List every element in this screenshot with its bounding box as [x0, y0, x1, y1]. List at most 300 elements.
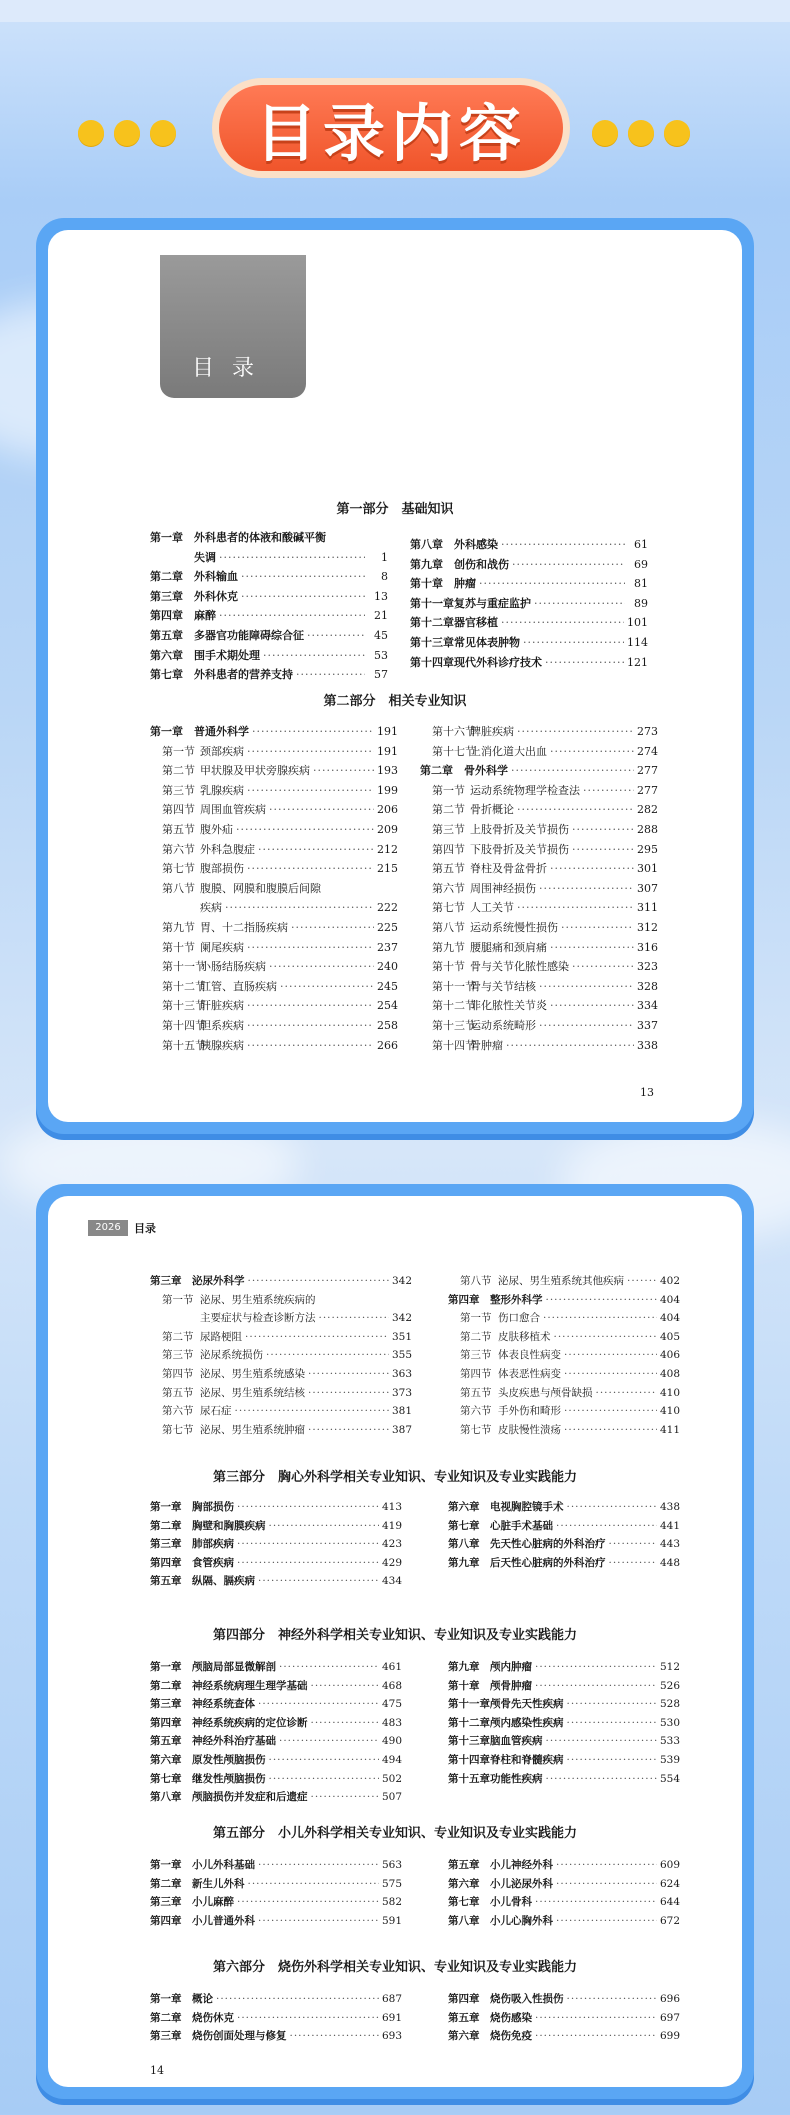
chapter-number: 第二章 — [150, 1519, 182, 1532]
chapter-number: 第十章 — [448, 1679, 480, 1692]
chapter-number: 第八章 — [410, 538, 443, 551]
part-title: 第三部分 胸心外科学相关专业知识、专业知识及专业实践能力 — [212, 1470, 577, 1485]
dot-leader — [564, 1365, 657, 1384]
entry-title: 尿路梗阻 — [200, 1330, 242, 1343]
entry-title: 颅内感染性疾病 — [490, 1716, 564, 1729]
entry-page: 644 — [659, 1896, 680, 1909]
entry-title: 颅骨先天性疾病 — [490, 1698, 564, 1711]
dot-leader — [517, 898, 634, 918]
entry-title: 颅骨肿瘤 — [490, 1679, 532, 1692]
toc-column — [150, 722, 398, 1055]
dot-leader — [307, 626, 365, 646]
dot-leader — [296, 665, 365, 685]
entry-page: 387 — [391, 1423, 412, 1436]
toc-column — [150, 1498, 402, 1591]
toc-entry — [448, 1732, 680, 1751]
section-number: 第三节 — [162, 1349, 194, 1362]
dot-leader — [241, 587, 365, 607]
chapter-number: 第一章 — [150, 1501, 182, 1513]
section-number: 第八节 — [460, 1275, 492, 1287]
dot-leader — [567, 1990, 657, 2009]
toc-entry — [448, 1291, 680, 1310]
dot-leader — [266, 1346, 389, 1365]
chapter-number: 第四章 — [448, 1993, 480, 2005]
entry-title: 主要症状与检查诊断方法 — [200, 1312, 316, 1325]
entry-page: 423 — [381, 1538, 402, 1551]
section-number: 第十六节 — [432, 725, 476, 738]
entry-title: 颅内肿瘤 — [490, 1661, 532, 1673]
entry-page: 554 — [659, 1772, 680, 1785]
toc-entry — [150, 1572, 402, 1591]
entry-page: 373 — [391, 1386, 412, 1399]
section-number: 第十三节 — [432, 1018, 476, 1032]
entry-page: 434 — [381, 1575, 402, 1588]
entry-page: 697 — [659, 2011, 680, 2024]
toc-entry — [150, 1770, 402, 1789]
section-number: 第二节 — [162, 764, 195, 778]
dot-leader — [248, 1875, 379, 1894]
toc-entry — [150, 1402, 412, 1421]
entry-title: 腹外疝 — [200, 822, 233, 836]
chapter-number: 第三章 — [150, 1896, 182, 1909]
page-number: 14 — [150, 2064, 164, 2077]
dot-leader — [247, 859, 374, 879]
entry-title: 脊柱和脊髓疾病 — [490, 1753, 564, 1766]
dot-leader — [567, 1498, 657, 1517]
toc-column — [448, 1990, 680, 2046]
entry-title: 骨折概论 — [470, 803, 514, 817]
entry-title: 骨与关节结核 — [470, 979, 536, 993]
chapter-number: 第八章 — [150, 1791, 182, 1804]
dot-leader — [319, 1309, 389, 1328]
chapter-number: 第十一章 — [448, 1698, 490, 1711]
entry-title: 先天性心脏病的外科治疗 — [490, 1538, 606, 1551]
entry-page: 494 — [381, 1753, 402, 1766]
chapter-number: 第五章 — [150, 1575, 182, 1588]
toc-column — [448, 1856, 680, 1930]
entry-page: 288 — [637, 822, 658, 836]
chapter-number: 第四章 — [150, 1914, 182, 1927]
entry-title: 泌尿、男生殖系统其他疾病 — [498, 1275, 624, 1287]
chapter-number: 第五章 — [150, 1735, 182, 1748]
entry-page: 355 — [391, 1349, 412, 1362]
entry-title: 功能性疾病 — [490, 1772, 543, 1785]
toc-entry — [150, 1016, 398, 1036]
entry-page: 225 — [377, 920, 398, 934]
entry-page: 448 — [659, 1556, 680, 1569]
section-number: 第十一节 — [162, 960, 206, 974]
entry-page: 311 — [637, 901, 658, 915]
toc-tab — [160, 255, 306, 398]
section-number: 第五节 — [162, 1386, 194, 1399]
entry-title: 脑血管疾病 — [490, 1735, 543, 1748]
entry-page: 539 — [659, 1753, 680, 1766]
toc-page-13-frame — [36, 218, 754, 1134]
chapter-number: 第一章 — [150, 1993, 182, 2005]
toc-entry — [150, 1498, 402, 1517]
dot-leader — [269, 800, 374, 820]
section-number: 第四节 — [162, 1367, 194, 1380]
toc-entry — [410, 555, 648, 575]
toc-entry — [448, 1365, 680, 1384]
chapter-number: 第三章 — [150, 2030, 182, 2043]
dot-leader — [248, 1272, 389, 1291]
toc-column — [448, 1272, 680, 1439]
chapter-number: 第一章 — [150, 725, 183, 738]
entry-page: 328 — [637, 979, 658, 993]
entry-title: 骨外科学 — [464, 764, 508, 778]
entry-page: 273 — [637, 725, 658, 738]
dot-leader — [535, 2009, 657, 2028]
entry-title: 常见体表肿物 — [454, 635, 520, 649]
toc-column — [420, 722, 658, 1055]
section-number: 第十节 — [162, 940, 195, 954]
chapter-number: 第六章 — [448, 2030, 480, 2043]
toc-entry — [150, 587, 388, 607]
entry-page: 53 — [374, 648, 388, 662]
dot-leader — [546, 1291, 657, 1310]
dot-leader — [517, 722, 634, 742]
entry-page: 363 — [391, 1367, 412, 1380]
dot-leader — [269, 1517, 379, 1536]
chapter-number: 第一章 — [150, 1859, 182, 1871]
part-title: 第一部分 基础知识 — [336, 502, 454, 517]
entry-page: 81 — [634, 577, 648, 591]
dot-leader — [609, 1535, 657, 1554]
dot-leader — [609, 1554, 657, 1573]
toc-entry — [150, 859, 398, 879]
dot-leader — [535, 1658, 657, 1677]
entry-title: 围手术期处理 — [194, 648, 260, 662]
entry-title: 肛管、直肠疾病 — [200, 979, 277, 993]
dot-leader — [241, 567, 365, 587]
entry-title: 肿瘤 — [454, 577, 476, 591]
section-number: 第一节 — [432, 783, 465, 797]
toc-entry — [448, 1346, 680, 1365]
entry-title: 烧伤免疫 — [490, 2030, 532, 2043]
entry-title: 肝脏疾病 — [200, 999, 244, 1013]
entry-title: 泌尿、男生殖系统感染 — [200, 1367, 305, 1380]
entry-page: 323 — [637, 960, 658, 974]
toc-entry — [150, 1328, 412, 1347]
section-number: 第六节 — [162, 842, 195, 856]
toc-entry — [448, 1498, 680, 1517]
entry-page: 672 — [659, 1914, 680, 1927]
dot-leader — [511, 761, 634, 781]
toc-entry — [420, 820, 658, 840]
toc-entry — [448, 1912, 680, 1931]
dot-leader — [311, 1714, 379, 1733]
dot-leader — [219, 606, 365, 626]
entry-page: 89 — [634, 596, 648, 610]
chapter-number: 第六章 — [150, 1753, 182, 1766]
entry-page: 114 — [627, 635, 648, 649]
section-number: 第六节 — [460, 1405, 492, 1418]
entry-title: 多器官功能障碍综合征 — [194, 628, 304, 642]
toc-entry — [150, 1714, 402, 1733]
entry-title: 小儿心胸外科 — [490, 1914, 553, 1927]
entry-title: 腰腿痛和颈肩痛 — [470, 940, 547, 954]
toc-entry — [448, 1714, 680, 1733]
dot-leader — [596, 1384, 657, 1403]
dot-leader — [572, 820, 634, 840]
toc-entry — [150, 1346, 412, 1365]
toc-entry — [448, 1384, 680, 1403]
section-number: 第七节 — [162, 862, 195, 876]
entry-title: 烧伤休克 — [192, 2011, 234, 2024]
dot-leader — [556, 1875, 657, 1894]
entry-title: 食管疾病 — [192, 1556, 234, 1569]
dot-leader — [543, 1309, 657, 1328]
entry-page: 222 — [377, 901, 398, 915]
year-badge: 2026 — [88, 1220, 128, 1236]
chapter-number: 第七章 — [150, 668, 183, 682]
entry-page: 575 — [381, 1877, 402, 1890]
dot-leader — [216, 1990, 379, 2009]
entry-page: 215 — [377, 862, 398, 876]
toc-entry — [410, 594, 648, 614]
toc-entry — [150, 781, 398, 801]
decor-dots-left — [78, 120, 176, 146]
entry-page: 277 — [637, 783, 658, 797]
entry-title: 头皮疾患与颅骨缺损 — [498, 1386, 593, 1399]
chapter-number: 第八章 — [448, 1914, 480, 1927]
dot-leader — [258, 1695, 379, 1714]
section-number: 第五节 — [432, 862, 465, 876]
toc-entry — [150, 646, 388, 666]
toc-entry — [150, 1291, 412, 1310]
chapter-number: 第七章 — [150, 1772, 182, 1785]
chapter-number: 第四章 — [150, 1556, 182, 1569]
entry-page: 404 — [659, 1293, 680, 1306]
entry-title: 胰腺疾病 — [200, 1038, 244, 1052]
toc-entry — [420, 1016, 658, 1036]
entry-title: 普通外科学 — [194, 725, 249, 738]
dot-leader — [225, 898, 374, 918]
entry-page: 266 — [377, 1038, 398, 1052]
entry-title: 心脏手术基础 — [490, 1519, 553, 1532]
toc-entry — [150, 2009, 402, 2028]
entry-title: 伤口愈合 — [498, 1312, 540, 1325]
chapter-number — [150, 548, 194, 568]
toc-entry — [150, 800, 398, 820]
entry-page: 338 — [637, 1038, 658, 1052]
toc-entry — [150, 1658, 402, 1677]
chapter-number: 第九章 — [448, 1556, 480, 1569]
dot-leader — [572, 957, 634, 977]
entry-page: 307 — [637, 881, 658, 895]
entry-page: 693 — [381, 2030, 402, 2043]
dot-leader — [501, 535, 625, 555]
toc-entry — [150, 918, 398, 938]
entry-page: 609 — [659, 1859, 680, 1871]
toc-entry — [150, 1309, 412, 1328]
section-number: 第十二节 — [162, 979, 206, 993]
entry-title: 小肠结肠疾病 — [200, 960, 266, 974]
dot-leader — [550, 859, 634, 879]
toc-entry — [150, 1695, 402, 1714]
toc-entry — [420, 879, 658, 899]
entry-title: 甲状腺及甲状旁腺疾病 — [200, 764, 310, 778]
entry-page: 101 — [627, 616, 648, 630]
entry-page: 240 — [377, 960, 398, 974]
entry-title: 原发性颅脑损伤 — [192, 1753, 266, 1766]
toc-entry — [420, 938, 658, 958]
entry-page: 274 — [637, 744, 658, 758]
section-number: 第六节 — [162, 1405, 194, 1418]
chapter-number: 第二章 — [150, 1679, 182, 1692]
entry-title: 神经系统疾病的定位诊断 — [192, 1716, 308, 1729]
toc-column — [150, 1856, 402, 1930]
entry-page: 691 — [381, 2011, 402, 2024]
toc-entry — [150, 722, 398, 742]
dot-leader — [247, 1016, 374, 1036]
entry-title: 下肢骨折及关节损伤 — [470, 842, 569, 856]
chapter-number: 第三章 — [150, 1275, 182, 1287]
entry-page: 528 — [659, 1698, 680, 1711]
toc-entry — [150, 1788, 402, 1807]
section-number: 第十二节 — [432, 999, 476, 1013]
entry-page: 351 — [391, 1330, 412, 1343]
chapter-number: 第十五章 — [448, 1772, 490, 1785]
entry-title: 外科急腹症 — [200, 842, 255, 856]
entry-page: 429 — [381, 1556, 402, 1569]
entry-page: 337 — [637, 1018, 658, 1032]
section-number: 第四节 — [432, 842, 465, 856]
chapter-number: 第十章 — [410, 577, 443, 591]
entry-page: 334 — [637, 999, 658, 1013]
part-title: 第四部分 神经外科学相关专业知识、专业知识及专业实践能力 — [212, 1628, 577, 1643]
toc-entry — [150, 1036, 398, 1056]
toc-entry — [150, 528, 388, 548]
dot-leader — [501, 613, 624, 633]
toc-entry — [448, 1328, 680, 1347]
toc-entry — [420, 761, 658, 781]
entry-page: 206 — [377, 803, 398, 817]
dot-leader — [550, 742, 634, 762]
entry-page: 237 — [377, 940, 398, 954]
toc-entry — [150, 1421, 412, 1440]
dot-leader — [235, 1402, 389, 1421]
part-title: 第二部分 相关专业知识 — [323, 694, 467, 709]
toc-entry — [150, 1517, 402, 1536]
dot-leader — [539, 879, 634, 899]
dot-leader — [252, 722, 374, 742]
entry-page: 1 — [381, 550, 388, 564]
toc-entry — [420, 800, 658, 820]
dot-leader — [311, 1677, 379, 1696]
entry-title: 尿石症 — [200, 1405, 232, 1418]
entry-page: 301 — [637, 862, 658, 876]
dot-leader — [550, 938, 634, 958]
toc-column — [150, 528, 388, 685]
dot-leader — [567, 1751, 657, 1770]
toc-entry — [448, 1875, 680, 1894]
dot-leader — [564, 1421, 657, 1440]
section-number: 第二节 — [432, 803, 465, 817]
entry-title: 人工关节 — [470, 901, 514, 915]
dot-leader — [556, 1912, 657, 1931]
entry-title: 失调 — [194, 550, 216, 564]
entry-title: 小儿泌尿外科 — [490, 1877, 553, 1890]
entry-title: 小儿麻醉 — [192, 1896, 234, 1909]
entry-page: 45 — [374, 628, 388, 642]
entry-page: 121 — [627, 655, 648, 669]
section-number: 第五节 — [460, 1386, 492, 1399]
dot-leader — [567, 1695, 657, 1714]
toc-entry — [410, 574, 648, 594]
entry-title: 颈部疾病 — [200, 744, 244, 758]
chapter-number: 第八章 — [448, 1538, 480, 1551]
entry-title: 新生儿外科 — [192, 1877, 245, 1890]
chapter-number: 第一章 — [150, 531, 183, 544]
entry-title: 上肢骨折及关节损伤 — [470, 822, 569, 836]
toc-entry — [448, 1770, 680, 1789]
chapter-number: 第六章 — [150, 648, 183, 662]
dot-leader — [236, 820, 374, 840]
toc-entry — [420, 840, 658, 860]
entry-page: 381 — [391, 1405, 412, 1418]
chapter-number: 第十三章 — [410, 635, 454, 649]
toc-entry — [420, 977, 658, 997]
entry-page: 410 — [659, 1405, 680, 1418]
toc-entry — [448, 2009, 680, 2028]
entry-title: 泌尿外科学 — [192, 1275, 245, 1287]
chapter-number: 第十四章 — [448, 1753, 490, 1766]
dot-leader — [280, 977, 374, 997]
toc-entry — [410, 653, 648, 673]
section-number: 第三节 — [162, 783, 195, 797]
chapter-number: 第六章 — [448, 1877, 480, 1890]
chapter-number: 第二章 — [420, 764, 453, 778]
toc-entry — [150, 1272, 412, 1291]
entry-page: 696 — [659, 1993, 680, 2005]
dot-leader — [308, 1365, 389, 1384]
toc-entry — [420, 781, 658, 801]
part-title: 第五部分 小儿外科学相关专业知识、专业知识及专业实践能力 — [212, 1826, 577, 1841]
toc-entry — [150, 820, 398, 840]
toc-column — [448, 1498, 680, 1572]
dot-leader — [539, 977, 634, 997]
dot-leader — [564, 1402, 657, 1421]
part-title: 第六部分 烧伤外科学相关专业知识、专业知识及专业实践能力 — [212, 1960, 577, 1975]
entry-title: 周围神经损伤 — [470, 881, 536, 895]
chapter-number: 第五章 — [448, 1859, 480, 1871]
dot-leader — [269, 957, 374, 977]
chapter-number: 第五章 — [448, 2011, 480, 2024]
toc-entry — [410, 633, 648, 653]
toc-entry — [448, 1990, 680, 2009]
toc-entry — [150, 1365, 412, 1384]
toc-entry — [448, 1421, 680, 1440]
toc-entry — [150, 1751, 402, 1770]
toc-entry — [150, 1384, 412, 1403]
toc-entry — [150, 606, 388, 626]
chapter-number: 第十二章 — [410, 616, 454, 630]
entry-title: 骨与关节化脓性感染 — [470, 960, 569, 974]
dot-leader — [258, 1572, 379, 1591]
entry-page: 277 — [637, 764, 658, 778]
entry-title: 后天性心脏病的外科治疗 — [490, 1556, 606, 1569]
toc-entry — [150, 879, 398, 899]
entry-page: 624 — [659, 1877, 680, 1890]
section-number: 第十四节 — [162, 1018, 206, 1032]
section-number: 第九节 — [162, 920, 195, 934]
chapter-number: 第十三章 — [448, 1735, 490, 1748]
toc-entry — [448, 1751, 680, 1770]
dot-leader — [556, 1856, 657, 1875]
dot-leader — [534, 594, 625, 614]
